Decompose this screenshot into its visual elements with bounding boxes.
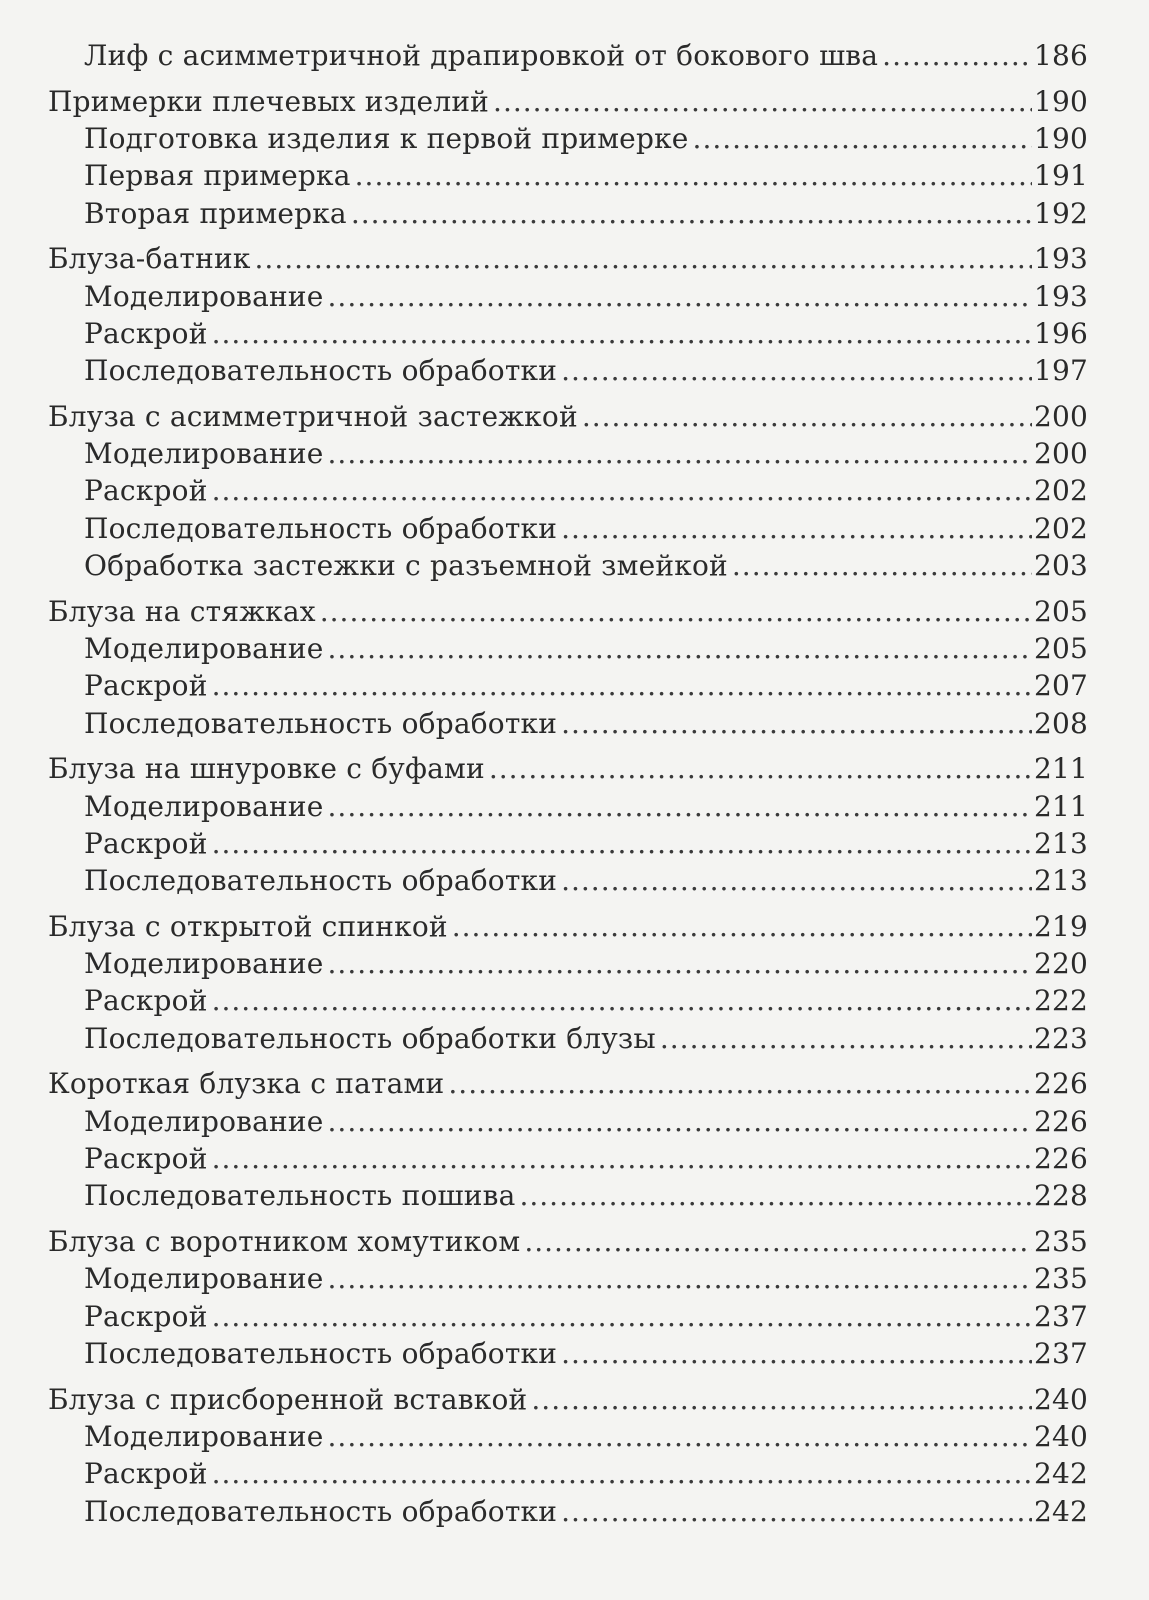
toc-entry-page-number: 202: [1033, 511, 1088, 545]
dot-leader: [328, 435, 1032, 472]
dot-leader: [212, 982, 1032, 1019]
dot-leader: [212, 1140, 1032, 1177]
toc-entry-page-number: 235: [1033, 1262, 1088, 1296]
toc-entry-page-number: 205: [1033, 632, 1088, 666]
toc-entry-page-number: 226: [1033, 1104, 1088, 1138]
toc-subsection-entry: [48, 1103, 1088, 1140]
toc-entry-page-number: 190: [1033, 121, 1088, 155]
dot-leader: [328, 1103, 1032, 1140]
toc-entry-title: Моделирование: [84, 1419, 324, 1453]
toc-entry-title: Моделирование: [84, 279, 324, 313]
toc-entry-page-number: 213: [1033, 864, 1088, 898]
toc-entry-page-number: 223: [1033, 1021, 1088, 1055]
toc-subsection-entry: [48, 547, 1088, 584]
toc-entry-page-number: 205: [1033, 594, 1088, 628]
toc-section-entry: [48, 1223, 1088, 1260]
toc-entry-title: Последовательность обработки: [84, 1494, 558, 1528]
toc-entry-title: Последовательность пошива: [84, 1179, 516, 1213]
toc-entry-title: Блуза-батник: [48, 242, 251, 276]
toc-entry-page-number: 191: [1033, 159, 1088, 193]
dot-leader: [561, 705, 1032, 742]
toc-subsection-entry: [48, 510, 1088, 547]
toc-entry-page-number: 240: [1033, 1419, 1088, 1453]
toc-subsection-entry: [48, 825, 1088, 862]
toc-subsection-entry: [48, 945, 1088, 982]
toc-entry-title: Блуза на стяжках: [48, 594, 316, 628]
toc-entry-title: Раскрой: [84, 474, 208, 508]
toc-subsection-entry: [48, 1140, 1088, 1177]
toc-entry-title: Раскрой: [84, 1142, 208, 1176]
dot-leader: [351, 195, 1032, 232]
dot-leader: [452, 908, 1032, 945]
toc-subsection-entry: [48, 120, 1088, 157]
toc-entry-page-number: 228: [1033, 1179, 1088, 1213]
dot-leader: [561, 1335, 1032, 1372]
toc-entry-title: Подготовка изделия к первой примерке: [84, 121, 689, 155]
dot-leader: [882, 37, 1032, 74]
toc-entry-title: Блуза с присборенной вставкой: [48, 1382, 528, 1416]
dot-leader: [320, 593, 1032, 630]
toc-subsection-entry: [48, 1177, 1088, 1214]
toc-subsection-entry: [48, 630, 1088, 667]
dot-leader: [493, 83, 1032, 120]
toc-entry-title: Моделирование: [84, 1262, 324, 1296]
dot-leader: [328, 1418, 1032, 1455]
toc-subsection-entry: [48, 982, 1088, 1019]
toc-subsection-entry: [48, 1418, 1088, 1455]
toc-entry-page-number: 200: [1033, 437, 1088, 471]
toc-entry-title: Моделирование: [84, 947, 324, 981]
toc-entry-title: Последовательность обработки: [84, 511, 558, 545]
toc-entry-title: Последовательность обработки: [84, 864, 558, 898]
toc-subsection-entry: [48, 667, 1088, 704]
toc-subsection-entry: [48, 435, 1088, 472]
toc-section-entry: [48, 593, 1088, 630]
toc-entry-page-number: 186: [1033, 39, 1088, 72]
toc-entry-title: Моделирование: [84, 1104, 324, 1138]
dot-leader: [524, 1223, 1032, 1260]
toc-entry-title: Раскрой: [84, 826, 208, 860]
toc-subsection-entry: [48, 705, 1088, 742]
toc-subsection-entry: [48, 788, 1088, 825]
toc-entry-page-number: 240: [1033, 1382, 1088, 1416]
toc-subsection-entry: [48, 1493, 1088, 1530]
toc-entry-title: Раскрой: [84, 984, 208, 1018]
dot-leader: [212, 667, 1032, 704]
toc-subsection-entry: [48, 195, 1088, 232]
table-of-contents: [48, 37, 1088, 1530]
toc-section-entry: [48, 240, 1088, 277]
toc-entry-page-number: 237: [1033, 1299, 1088, 1333]
dot-leader: [328, 1260, 1032, 1297]
dot-leader: [328, 630, 1032, 667]
toc-subsection-entry: [48, 1298, 1088, 1335]
toc-entry-title: Обработка застежки с разъемной змейкой: [84, 549, 728, 583]
toc-entry-title: Блуза с воротником хомутиком: [48, 1225, 521, 1259]
toc-section-entry: [48, 83, 1088, 120]
toc-entry-title: Блуза на шнуровке с буфами: [48, 752, 485, 786]
toc-entry-page-number: 213: [1033, 826, 1088, 860]
toc-entry-title: Блуза с открытой спинкой: [48, 909, 448, 943]
toc-entry-title: Последовательность обработки: [84, 1336, 558, 1370]
toc-entry-title: Раскрой: [84, 1457, 208, 1491]
dot-leader: [212, 1455, 1032, 1492]
toc-entry-title: Последовательность обработки блузы: [84, 1021, 656, 1055]
toc-section-entry: [48, 750, 1088, 787]
toc-entry-page-number: 207: [1033, 669, 1088, 703]
toc-subsection-entry: [48, 1335, 1088, 1372]
toc-entry-page-number: 193: [1033, 279, 1088, 313]
toc-entry-page-number: 220: [1033, 947, 1088, 981]
toc-subsection-entry: [48, 1455, 1088, 1492]
toc-entry-title: Примерки плечевых изделий: [48, 84, 490, 118]
toc-subsection-entry: [48, 862, 1088, 899]
dot-leader: [328, 945, 1032, 982]
toc-entry-page-number: 197: [1033, 354, 1088, 388]
toc-subsection-entry: [48, 1260, 1088, 1297]
toc-entry-title: Последовательность обработки: [84, 706, 558, 740]
toc-entry-title: Моделирование: [84, 789, 324, 823]
dot-leader: [355, 157, 1032, 194]
dot-leader: [212, 1298, 1032, 1335]
dot-leader: [255, 240, 1032, 277]
dot-leader: [582, 398, 1032, 435]
dot-leader: [561, 510, 1032, 547]
toc-entry-page-number: 203: [1033, 549, 1088, 583]
toc-entry-page-number: 242: [1033, 1494, 1088, 1528]
toc-entry-title: Короткая блузка с патами: [48, 1067, 445, 1101]
toc-entry-title: Первая примерка: [84, 159, 351, 193]
dot-leader: [448, 1065, 1032, 1102]
toc-section-entry: [48, 398, 1088, 435]
toc-subsection-entry: [48, 1020, 1088, 1057]
toc-entry-page-number: 226: [1033, 1067, 1088, 1101]
dot-leader: [212, 315, 1032, 352]
toc-entry-page-number: 202: [1033, 474, 1088, 508]
toc-entry-page-number: 222: [1033, 984, 1088, 1018]
toc-subsection-entry: [48, 472, 1088, 509]
toc-subsection-entry: [48, 278, 1088, 315]
toc-subsection-entry: [48, 315, 1088, 352]
toc-entry-page-number: 219: [1033, 909, 1088, 943]
toc-subsection-entry: [48, 37, 1088, 74]
toc-entry-title: Блуза с асимметричной застежкой: [48, 399, 578, 433]
toc-entry-page-number: 226: [1033, 1142, 1088, 1176]
toc-entry-page-number: 192: [1033, 196, 1088, 230]
toc-entry-title: Раскрой: [84, 669, 208, 703]
toc-entry-page-number: 237: [1033, 1336, 1088, 1370]
toc-entry-title: Последовательность обработки: [84, 354, 558, 388]
dot-leader: [519, 1177, 1031, 1214]
dot-leader: [732, 547, 1032, 584]
toc-section-entry: [48, 1381, 1088, 1418]
toc-section-entry: [48, 908, 1088, 945]
toc-subsection-entry: [48, 352, 1088, 389]
toc-entry-page-number: 235: [1033, 1225, 1088, 1259]
toc-entry-title: Моделирование: [84, 437, 324, 471]
dot-leader: [561, 352, 1032, 389]
toc-entry-page-number: 242: [1033, 1457, 1088, 1491]
dot-leader: [328, 788, 1032, 825]
toc-entry-title: Раскрой: [84, 1299, 208, 1333]
toc-entry-title: Раскрой: [84, 316, 208, 350]
toc-entry-page-number: 190: [1033, 84, 1088, 118]
dot-leader: [489, 750, 1032, 787]
toc-entry-title: Вторая примерка: [84, 196, 347, 230]
toc-entry-page-number: 208: [1033, 706, 1088, 740]
dot-leader: [531, 1381, 1032, 1418]
toc-entry-title: Лиф с асимметричной драпировкой от бокового шва: [84, 39, 879, 72]
dot-leader: [693, 120, 1032, 157]
toc-entry-page-number: 211: [1033, 789, 1088, 823]
dot-leader: [212, 825, 1032, 862]
toc-entry-page-number: 193: [1033, 242, 1088, 276]
dot-leader: [328, 278, 1032, 315]
dot-leader: [660, 1020, 1032, 1057]
toc-entry-page-number: 196: [1033, 316, 1088, 350]
dot-leader: [561, 862, 1032, 899]
dot-leader: [212, 472, 1032, 509]
toc-section-entry: [48, 1065, 1088, 1102]
toc-entry-page-number: 200: [1033, 399, 1088, 433]
toc-entry-page-number: 211: [1033, 752, 1088, 786]
dot-leader: [561, 1493, 1032, 1530]
toc-entry-title: Моделирование: [84, 632, 324, 666]
toc-subsection-entry: [48, 157, 1088, 194]
